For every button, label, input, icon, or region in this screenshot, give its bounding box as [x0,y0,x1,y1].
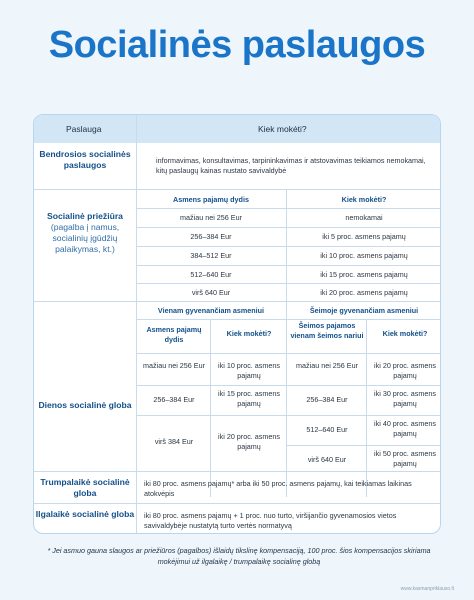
day-family-pay: iki 30 proc. asmens pajamų [374,389,436,408]
divider [34,189,441,190]
divider [286,301,287,497]
care-pay: iki 15 proc. asmens pajamų [320,270,408,279]
day-family-pay-head: Kiek mokėti? [382,329,428,338]
divider [136,246,441,247]
day-family-pay: iki 50 proc. asmens pajamų [374,449,436,468]
day-family-income-head: Šeimos pajamos vienam šeimos nariui [290,321,364,340]
care-pay: iki 5 proc. asmens pajamų [322,232,406,241]
long-text: iki 80 proc. asmens pajamų + 1 proc. nuo turto, viršijančio gyvenamosios vietos savivaldybėje nustatytą turto vertės normatyvą [144,511,397,530]
label-care-title: Socialinė priežiūra [47,211,123,221]
day-family-pay: iki 20 proc. asmens pajamų [374,361,436,380]
divider [286,415,441,416]
divider [34,503,441,504]
care-income: 384–512 Eur [190,251,232,260]
care-col-income: Asmens pajamų dydis [173,195,249,204]
day-family-head: Šeimoje gyvenančiam asmeniui [309,306,419,315]
care-income: 512–640 Eur [190,270,232,279]
divider [136,319,441,320]
divider [136,385,286,386]
divider [34,471,441,472]
footnote: * Jei asmuo gauna slaugos ar priežiūros (pagalbos) išlaidų tikslinę kompensaciją, 100 proc. šios kompensacijos skiriama mokėjimui už ilgalaikę / trumpalaikę socialinę globą [47,546,431,566]
label-day: Dienos socialinė globa [38,400,132,410]
day-single-income: virš 384 Eur [154,437,194,446]
day-single-head: Vienam gyvenančiam asmeniui [157,306,265,315]
short-text: iki 80 proc. asmens pajamų* arba iki 50 proc. asmens pajamų, kai teikiamas laikinas atokvėpis [144,479,412,498]
table-header [34,115,441,143]
day-family-income: mažiau nei 256 Eur [296,361,358,370]
label-care-sub: (pagalba į namus, socialinių įgūdžių palaikymas, kt.) [50,222,120,254]
source-url: www.kasmanpriklauso.lt [400,586,454,592]
divider [136,227,441,228]
divider [136,208,441,209]
day-single-income-head: Asmens pajamų dydis [146,325,202,344]
day-family-pay: iki 40 proc. asmens pajamų [374,419,436,438]
label-general: Bendrosios socialinės paslaugos [39,149,131,170]
label-long: Ilgalaikė socialinė globa [35,509,135,519]
label-care [34,211,136,255]
divider [136,283,441,284]
day-single-income: 256–384 Eur [153,395,195,404]
header-service: Paslauga [66,124,102,134]
page-title: Socialinės paslaugos [48,24,426,66]
divider [136,415,286,416]
care-pay: nemokamai [345,213,383,222]
care-income: mažiau nei 256 Eur [180,213,242,222]
day-single-pay: iki 20 proc. asmens pajamų [218,432,280,451]
day-family-income: virš 640 Eur [307,455,347,464]
care-col-pay: Kiek mokėti? [341,195,387,204]
care-pay: iki 10 proc. asmens pajamų [320,251,408,260]
divider [34,301,441,302]
label-short: Trumpalaikė socialinė globa [40,477,130,498]
care-income: virš 640 Eur [191,288,231,297]
divider [136,353,441,354]
day-single-pay: iki 10 proc. asmens pajamų [218,361,280,380]
services-table [33,114,441,534]
general-text: informavimas, konsultavimas, tarpininkavimas ir atstovavimas teikiamos nemokamai, kitų paslaugų kainas nustato savivaldybė [156,156,426,175]
divider [136,265,441,266]
divider [286,385,441,386]
care-income: 256–384 Eur [190,232,232,241]
care-pay: iki 20 proc. asmens pajamų [320,288,408,297]
day-single-pay: iki 15 proc. asmens pajamų [218,389,280,408]
day-family-income: 512–640 Eur [306,425,348,434]
divider [286,445,441,446]
header-pay: Kiek mokėti? [258,124,307,134]
day-family-income: 256–384 Eur [306,395,348,404]
divider [286,189,287,301]
day-single-income: mažiau nei 256 Eur [143,361,205,370]
day-single-pay-head: Kiek mokėti? [226,329,272,338]
